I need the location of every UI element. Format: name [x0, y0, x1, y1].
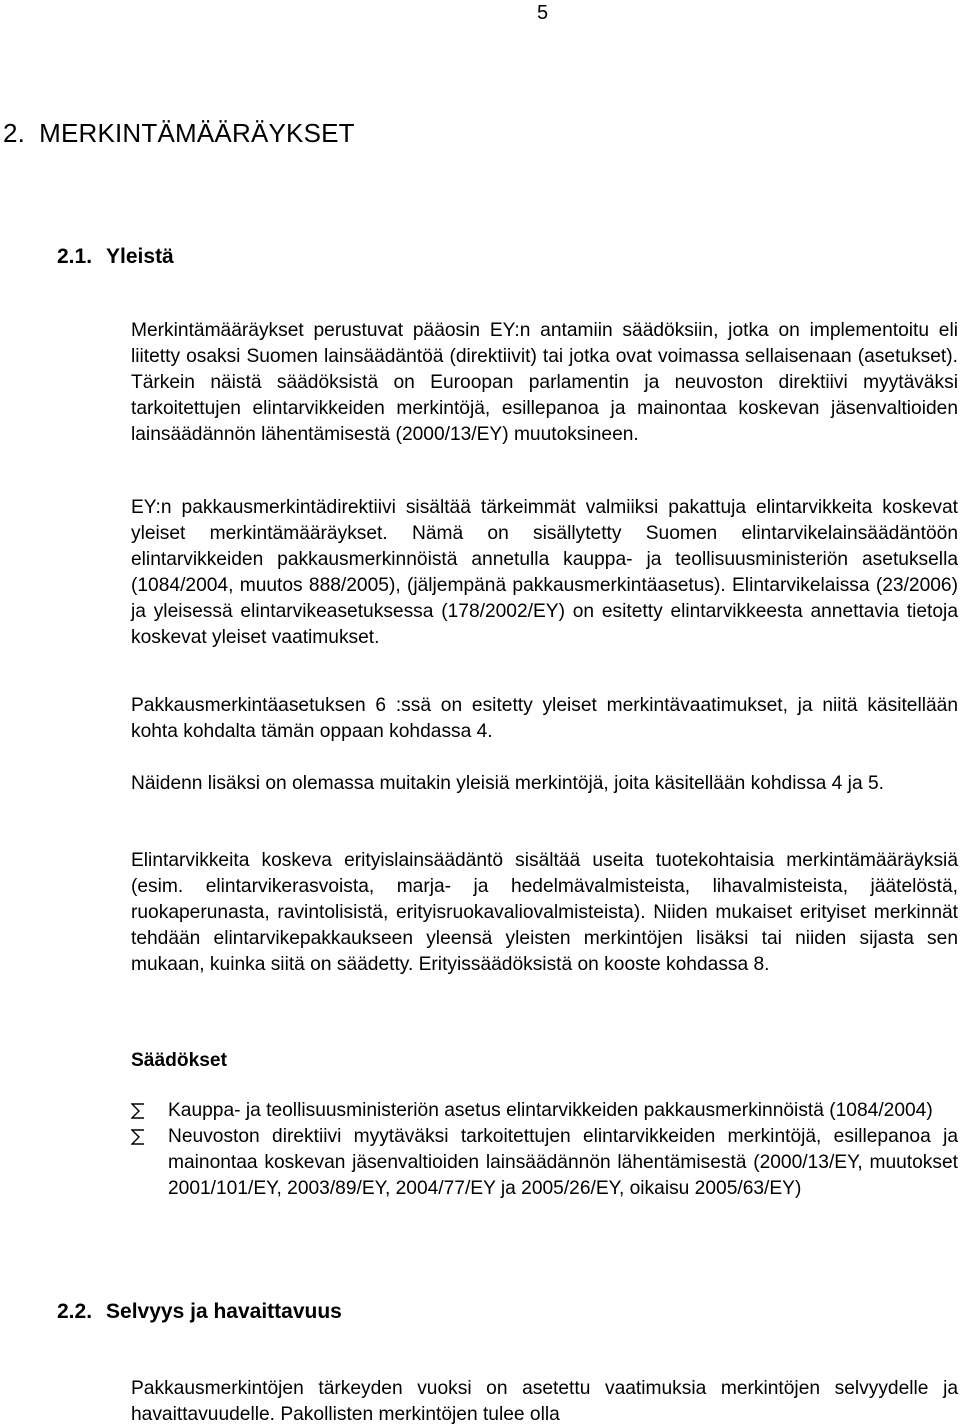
- list-item-text: Neuvoston direktiivi myytäväksi tarkoitettujen elintarvikkeiden merkintöjä, esillepanoa ja mainontaa koskevan jäsenvaltioiden lainsäädännön lähentämisestä (2000/13/EY, muutokset 2001/101/EY, 2003/89/EY, 2004/77/EY ja 2005/26/EY, oikaisu 2005/63/EY): [168, 1126, 958, 1199]
- paragraph-6: [131, 1376, 958, 1428]
- paragraph-1: [131, 318, 958, 448]
- bullet-icon: [131, 1129, 145, 1145]
- list-item: [131, 1124, 958, 1202]
- paragraph-4: [131, 771, 958, 797]
- paragraph-5: [131, 848, 958, 978]
- list-item-text: Kauppa- ja teollisuusministeriön asetus elintarvikkeiden pakkausmerkinnöistä (1084/2004): [168, 1100, 933, 1121]
- regulations-list: [131, 1098, 958, 1202]
- section-title: MERKINTÄMÄÄRÄYKSET: [39, 118, 355, 148]
- list-item: [131, 1098, 958, 1124]
- subsection-heading-clarity: [57, 1300, 342, 1324]
- subsection-heading-general: [57, 245, 174, 269]
- paragraph-3: [131, 693, 958, 745]
- subsection-title: Yleistä: [106, 245, 174, 268]
- paragraph-2: [131, 495, 958, 651]
- page-number: 5: [537, 2, 549, 24]
- paragraph-text: Pakkausmerkintäasetuksen 6 :ssä on esitetty yleiset merkintävaatimukset, ja niitä käsitellään kohta kohdalta tämän oppaan kohdassa 4.: [131, 695, 958, 742]
- paragraph-text: Näidenn lisäksi on olemassa muitakin yleisiä merkintöjä, joita käsitellään kohdissa 4 ja 5.: [131, 773, 884, 794]
- regulations-heading: Säädökset: [131, 1050, 227, 1071]
- paragraph-text: Elintarvikkeita koskeva erityislainsäädäntö sisältää useita tuotekohtaisia merkintämääräyksiä (esim. elintarvikerasvoista, marja- ja hedelmävalmisteista, lihavalmisteista, jäätelöstä, ruokaperunasta, ravintolisistä, erityisruokavaliovalmisteista). Niiden mukaiset erityiset merkinnät tehdään elintarvikepakkaukseen yleensä yleisten merkintöjen lisäksi tai niiden sijasta sen mukaan, kuinka siitä on säädetty. Erityissäädöksistä on kooste kohdassa 8.: [131, 850, 958, 975]
- paragraph-text: EY:n pakkausmerkintädirektiivi sisältää tärkeimmät valmiiksi pakattuja elintarvikkeita koskevat yleiset merkintämääräykset. Nämä on sisällytetty Suomen elintarvikelainsäädäntöön elintarvikkeiden pakkausmerkinnöistä annetulla kauppa- ja teollisuusministeriön asetuksella (1084/2004, muutos 888/2005), (jäljempänä pakkausmerkintäasetus). Elintarvikelaissa (23/2006) ja yleisessä elintarvikeasetuksessa (178/2002/EY) on esitetty elintarvikkeesta annettavia tietoja koskevat yleiset vaatimukset.: [131, 497, 958, 648]
- subsection-number: 2.1.: [57, 245, 93, 268]
- subsection-number: 2.2.: [57, 1300, 93, 1323]
- section-number: 2.: [3, 118, 26, 148]
- subsection-title: Selvyys ja havaittavuus: [106, 1300, 342, 1323]
- bullet-icon: [131, 1103, 145, 1119]
- paragraph-text: Merkintämääräykset perustuvat pääosin EY:n antamiin säädöksiin, jotka on implementoitu eli liitetty osaksi Suomen lainsäädäntöä (direktiivit) tai jotka ovat voimassa sellaisenaan (asetukset). Tärkein näistä säädöksistä on Euroopan parlamentin ja neuvoston direktiivi myytäväksi tarkoitettujen elintarvikkeiden merkintöjä, esillepanoa ja mainontaa koskevan jäsenvaltioiden lainsäädännön lähentämisestä (2000/13/EY) muutoksineen.: [131, 320, 958, 445]
- section-heading: [3, 118, 355, 149]
- paragraph-text: Pakkausmerkintöjen tärkeyden vuoksi on asetettu vaatimuksia merkintöjen selvyydelle ja havaittavuudelle. Pakollisten merkintöjen tulee olla: [131, 1378, 958, 1425]
